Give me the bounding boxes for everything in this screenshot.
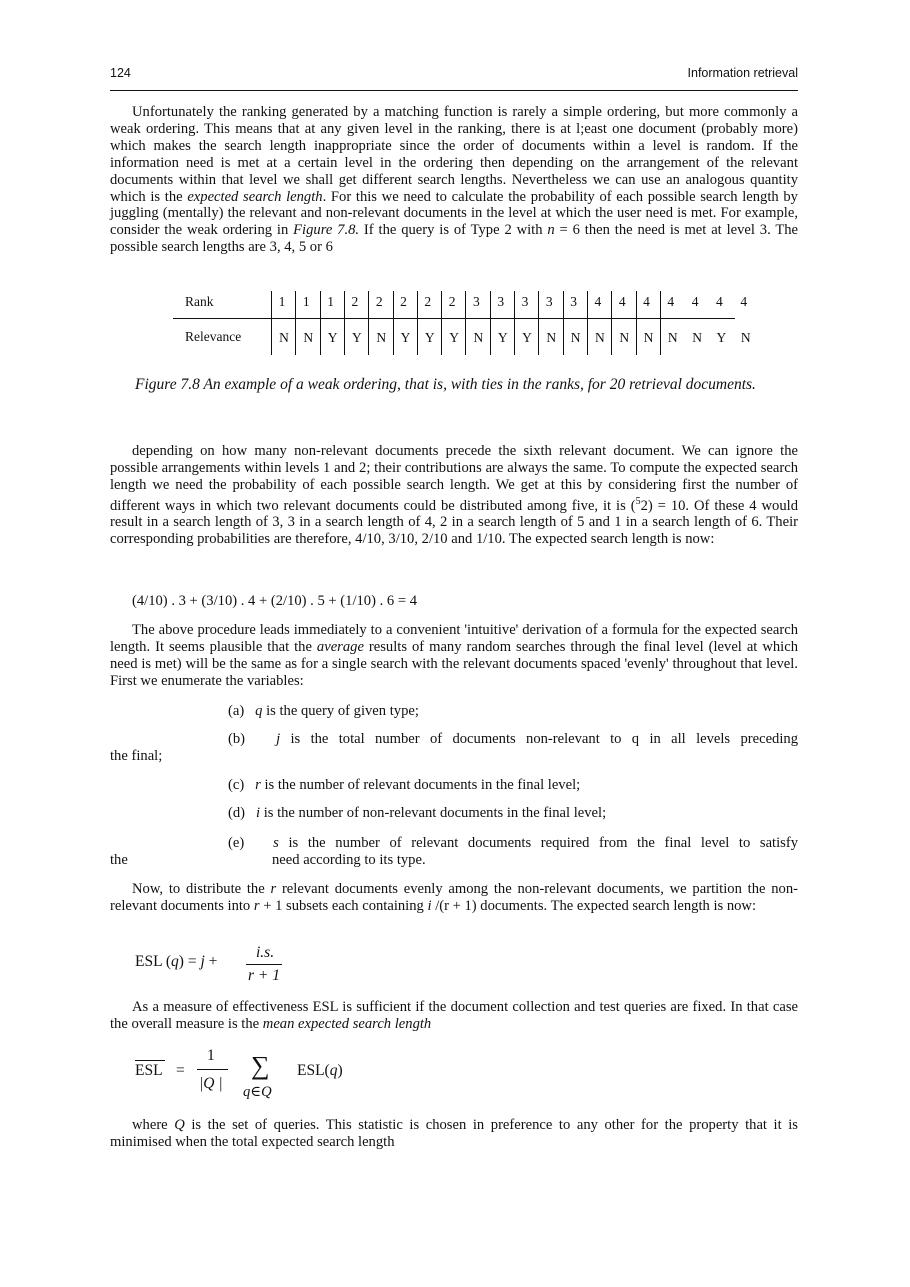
variable-item-c: (c) r is the number of relevant documents in the final level; bbox=[228, 777, 581, 793]
rank-cell: 2 bbox=[424, 294, 432, 309]
variable-item-d: (d) i is the number of non-relevant documents in the final level; bbox=[228, 805, 607, 821]
table-column-divider bbox=[417, 291, 418, 355]
table-column-divider bbox=[587, 291, 588, 355]
mean-esl-denominator: |Q | bbox=[199, 1075, 223, 1092]
rank-cell: 4 bbox=[618, 294, 626, 309]
relevance-cell: N bbox=[595, 330, 605, 345]
summation-sign: ∑ bbox=[251, 1051, 270, 1080]
relevance-cell: Y bbox=[352, 330, 362, 345]
esl-fraction-bar bbox=[246, 964, 282, 965]
mean-esl-rhs: ESL(q) bbox=[297, 1062, 343, 1079]
rank-cell: 3 bbox=[521, 294, 529, 309]
paragraph-probabilities: depending on how many non-relevant documents precede the sixth relevant document. We can ignore the possible arrangements within levels 1 and 2; their contributions are always the same. To compute the expected search length we need the probability of each possible search length. We get at this by considering first the number of different ways in which two relevant documents could be distributed among five, it is ($^5$2) = 10. Of these 4 would result in a search length of 3, 3 in a search length of 4, 2 in a search length of 5 and 1 in a search length of 6. Their corresponding probabilities are therefore, 4/10, 3/10, 2/10 and 1/10. The expected search length is now: bbox=[110, 443, 798, 548]
table-column-divider bbox=[636, 291, 637, 355]
mean-esl-lhs: ESL bbox=[135, 1062, 163, 1079]
running-title: Information retrieval bbox=[687, 66, 798, 80]
esl-formula-denominator: r + 1 bbox=[248, 967, 280, 984]
expected-length-equation: (4/10) . 3 + (3/10) . 4 + (2/10) . 5 + (1/10) . 6 = 4 bbox=[132, 593, 418, 609]
rank-cell: 2 bbox=[375, 294, 383, 309]
paragraph-intuitive-derivation: The above procedure leads immediately to a convenient 'intuitive' derivation of a formula for the expected search length. It seems plausible that the average results of many random searches through the final level (level at which need is met) will be the same as for a single search with the relevant documents spaced 'evenly' throughout that level. First we enumerate the variables: bbox=[110, 622, 798, 689]
table-column-divider bbox=[465, 291, 466, 355]
relevance-cell: N bbox=[619, 330, 630, 345]
table-column-divider bbox=[344, 291, 345, 355]
rank-cell: 4 bbox=[740, 294, 748, 309]
esl-formula-numerator: i.s. bbox=[256, 944, 275, 961]
rank-cell: 4 bbox=[667, 294, 675, 309]
table-column-divider bbox=[393, 291, 394, 355]
table-column-divider bbox=[490, 291, 491, 355]
table-column-divider bbox=[271, 291, 272, 355]
table-column-divider bbox=[295, 291, 296, 355]
relevance-cell: N bbox=[303, 330, 314, 345]
paragraph-queries: where Q is the set of queries. This statistic is chosen in preference to any other for the property that it is minimised when the total expected search length bbox=[110, 1117, 798, 1150]
relevance-cell: N bbox=[667, 330, 678, 345]
page-number: 124 bbox=[110, 66, 131, 80]
table-column-divider bbox=[538, 291, 539, 355]
summation-subscript: q∈Q bbox=[243, 1084, 272, 1100]
relevance-cell: N bbox=[546, 330, 557, 345]
mean-fraction-bar bbox=[197, 1069, 228, 1070]
relevance-cell: Y bbox=[424, 330, 435, 345]
relevance-cell: N bbox=[376, 330, 387, 345]
rank-label: Rank bbox=[185, 294, 214, 309]
relevance-cell: N bbox=[473, 330, 484, 345]
rank-cell: 2 bbox=[351, 294, 359, 309]
mean-overline bbox=[135, 1060, 165, 1061]
variable-item-e: (e) s is the number of relevant documents required from the final level to satisfy bbox=[228, 835, 798, 851]
variable-item-b: (b) j is the total number of documents non-relevant to q in all levels preceding bbox=[228, 731, 798, 747]
table-column-divider bbox=[563, 291, 564, 355]
paragraph-distribution: Now, to distribute the r relevant documents evenly among the non-relevant documents, we partition the non-relevant documents into r + 1 subsets each containing i /(r + 1) documents. The expected search length is now: bbox=[110, 881, 799, 914]
esl-formula-lhs: ESL (q) = j + bbox=[135, 953, 218, 970]
mean-esl-numerator: 1 bbox=[207, 1047, 215, 1064]
relevance-cell: Y bbox=[522, 330, 532, 345]
rank-cell: 2 bbox=[448, 294, 456, 309]
table-column-divider bbox=[611, 291, 612, 355]
rank-cell: 3 bbox=[473, 294, 480, 309]
paragraph-weak-ordering: Unfortunately the ranking generated by a matching function is rarely a simple ordering, but more commonly a weak ordering. This means that at any given level in the ranking, there is at l;east one document (probably more) which makes the search length inappropriate since the order of documents within a level is random. If the information need is met at a certain level in the ordering then depending on the arrangement of the relevant documents within that level we shall get different search lengths. Nevertheless we can use an analogous quantity which is the expected search length. For this we need to calculate the probability of each possible search length by juggling (mentally) the relevant and non-relevant documents in the level at which the user need is met. For example, consider the weak ordering in Figure 7.8. If the query is of Type 2 with n = 6 then the need is met at level 3. The possible search lengths are 3, 4, 5 or 6 bbox=[110, 104, 799, 256]
relevance-cell: N bbox=[570, 330, 581, 345]
rank-cell: 4 bbox=[643, 294, 650, 309]
mean-esl-equals: = bbox=[176, 1062, 185, 1079]
rank-cell: 3 bbox=[497, 294, 505, 309]
table-rule bbox=[173, 318, 735, 319]
relevance-cell: Y bbox=[449, 330, 459, 345]
table-column-divider bbox=[441, 291, 442, 355]
relevance-cell: Y bbox=[327, 330, 338, 345]
figure-caption: Figure 7.8 An example of a weak ordering, that is, with ties in the ranks, for 20 retrieval documents. bbox=[135, 376, 756, 393]
table-column-divider bbox=[320, 291, 321, 355]
variable-item-b-cont: the final; bbox=[110, 748, 163, 764]
relevance-cell: N bbox=[643, 330, 654, 345]
table-column-divider bbox=[660, 291, 661, 355]
relevance-cell: Y bbox=[497, 330, 508, 345]
paragraph-mean-expected: As a measure of effectiveness ESL is sufficient if the document collection and test queries are fixed. In that case the overall measure is the mean expected search length bbox=[110, 999, 798, 1032]
relevance-cell: N bbox=[740, 330, 751, 345]
rank-cell: 2 bbox=[400, 294, 407, 309]
rank-cell: 1 bbox=[278, 294, 286, 309]
rank-cell: 1 bbox=[327, 294, 334, 309]
rank-cell: 3 bbox=[545, 294, 553, 309]
rank-cell: 3 bbox=[570, 294, 577, 309]
table-column-divider bbox=[368, 291, 369, 355]
table-column-divider bbox=[514, 291, 515, 355]
relevance-cell: Y bbox=[400, 330, 411, 345]
rank-cell: 1 bbox=[302, 294, 310, 309]
variable-item-a: (a) q is the query of given type; bbox=[228, 703, 419, 719]
variable-item-e-cont-b: need according to its type. bbox=[272, 852, 426, 868]
page-header bbox=[110, 66, 798, 88]
relevance-label: Relevance bbox=[185, 329, 242, 344]
relevance-cell: N bbox=[692, 330, 702, 345]
rank-cell: 4 bbox=[594, 294, 602, 309]
rank-cell: 4 bbox=[716, 294, 723, 309]
header-rule bbox=[110, 90, 798, 91]
variable-item-e-cont-a: the bbox=[110, 852, 128, 868]
rank-cell: 4 bbox=[691, 294, 699, 309]
relevance-cell: N bbox=[279, 330, 289, 345]
relevance-cell: Y bbox=[716, 330, 727, 345]
